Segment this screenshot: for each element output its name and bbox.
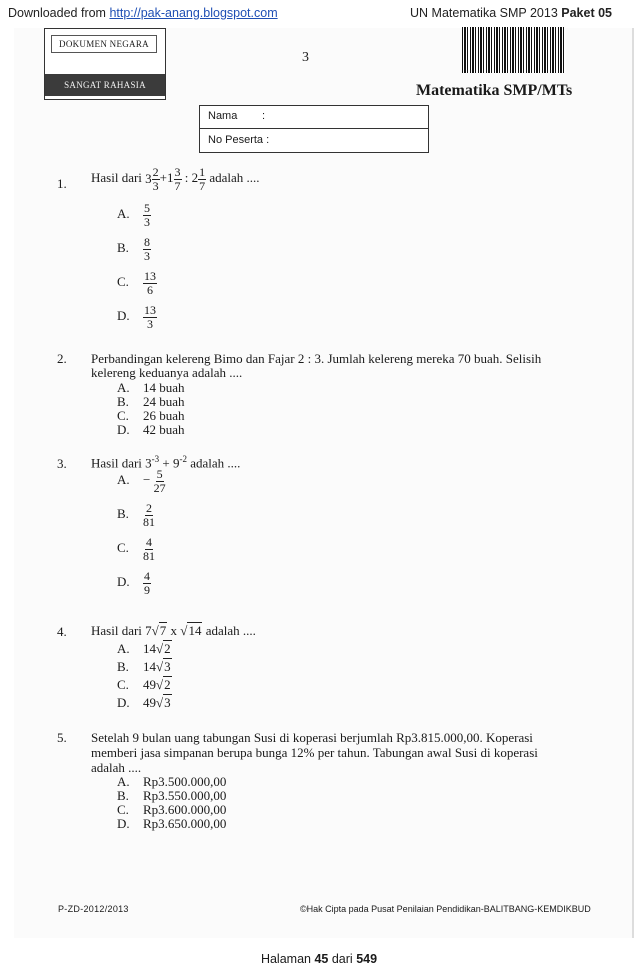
- q1-t3-frac: [198, 166, 206, 192]
- peserta-label: No Peserta :: [208, 134, 270, 146]
- q1-term1: [145, 166, 160, 192]
- option-den: 3: [147, 316, 153, 331]
- option-letter: A.: [117, 641, 130, 656]
- q1-t1-frac: [152, 166, 160, 192]
- exam-title: [410, 6, 612, 20]
- student-id-box: [199, 105, 429, 153]
- option-letter: D.: [117, 816, 130, 831]
- q3-option-a: [117, 468, 166, 494]
- q3-option-b: [117, 502, 155, 528]
- q4-radical-1: √7: [151, 623, 167, 638]
- option-letter: D.: [117, 308, 130, 324]
- option-frac: [143, 570, 151, 596]
- q3-stem: [91, 454, 240, 471]
- q4-option-a: [117, 641, 172, 657]
- option-letter: B.: [117, 240, 129, 256]
- q5-line3: adalah ....: [91, 760, 142, 775]
- option-text: 42 buah: [143, 422, 185, 437]
- option-text: 26 buah: [143, 408, 185, 423]
- option-frac: [143, 202, 151, 228]
- option-coef: 14: [143, 659, 156, 674]
- option-num: 13: [144, 269, 156, 283]
- download-header: [0, 0, 638, 26]
- paket-label: Paket 05: [561, 6, 612, 20]
- q4-radicand-1: 7: [159, 623, 167, 638]
- q4-number: 4.: [57, 624, 67, 639]
- q1-number: 1.: [57, 176, 67, 191]
- option-num: 8: [144, 235, 150, 249]
- option-letter: B.: [117, 788, 129, 803]
- q2-line2: kelereng keduanya adalah ....: [91, 365, 243, 380]
- doc-page-number: 3: [302, 50, 309, 65]
- q4-radical-2: √14: [180, 623, 202, 638]
- option-text: Rp3.550.000,00: [143, 788, 227, 803]
- q1-t2-den: 7: [174, 178, 181, 193]
- halaman-label: Halaman: [260, 952, 311, 966]
- q3-pre: Hasil dari 3: [91, 455, 152, 471]
- subject-title: Matematika SMP/MTs: [416, 82, 573, 99]
- option-radical: √3: [156, 659, 171, 674]
- option-frac: [154, 468, 166, 494]
- classification-stamp: [44, 28, 166, 100]
- q1-stem: [91, 166, 260, 192]
- option-letter: A.: [117, 206, 130, 222]
- download-source: [8, 6, 278, 20]
- page-counter: [0, 952, 638, 966]
- q5-option-d: [117, 816, 226, 832]
- q4-option-c: [117, 677, 172, 693]
- option-radicand: 2: [164, 641, 171, 656]
- q3-number: 3.: [57, 456, 67, 471]
- option-letter: D.: [117, 574, 130, 590]
- q3-exp1: -3: [151, 454, 160, 464]
- q1-t2-num: 3: [174, 165, 181, 179]
- option-num: 13: [144, 303, 156, 317]
- option-den: 9: [144, 582, 150, 597]
- q2-line1: Perbandingan kelereng Bimo dan Fajar 2 : 3. Jumlah kelereng mereka 70 buah. Selisih: [91, 351, 542, 366]
- option-coef: 49: [143, 695, 156, 710]
- q1-option-b: [117, 236, 151, 262]
- option-letter: D.: [117, 422, 130, 437]
- current-page: 45: [314, 952, 329, 966]
- option-den: 81: [143, 514, 155, 529]
- option-frac: [143, 502, 155, 528]
- option-text: 24 buah: [143, 394, 185, 409]
- option-letter: B.: [117, 394, 129, 409]
- option-num: 4: [144, 569, 150, 583]
- option-letter: C.: [117, 408, 129, 423]
- option-coef: 49: [143, 677, 156, 692]
- option-letter: C.: [117, 802, 129, 817]
- q1-post: adalah ....: [209, 170, 260, 186]
- option-letter: A.: [117, 380, 130, 395]
- q2-option-d: [117, 422, 185, 438]
- exam-title-text: UN Matematika SMP 2013: [410, 6, 558, 20]
- option-frac: [143, 236, 151, 262]
- copyright-note: ©Hak Cipta pada Pusat Penilaian Pendidikan-BALITBANG-KEMDIKBUD: [300, 904, 591, 914]
- total-pages: 549: [356, 952, 378, 966]
- option-den: 6: [147, 282, 153, 297]
- barcode-image: [462, 27, 566, 73]
- doc-code: P-ZD-2012/2013: [58, 904, 129, 914]
- q1-option-a: [117, 202, 151, 228]
- q1-t3-den: 7: [199, 178, 206, 193]
- q3-mid: + 9: [159, 455, 180, 471]
- q4-pre: Hasil dari 7: [91, 623, 152, 638]
- q3-option-c: [117, 536, 155, 562]
- option-radicand: 3: [164, 695, 171, 710]
- q1-op2: : 2: [184, 170, 199, 186]
- option-text: Rp3.600.000,00: [143, 802, 227, 817]
- q4-option-d: [117, 695, 172, 711]
- nama-label: Nama: [208, 110, 238, 122]
- stamp-top: DOKUMEN NEGARA: [51, 35, 157, 53]
- source-link[interactable]: http://pak-anang.blogspot.com: [109, 6, 278, 20]
- scanned-page: [14, 28, 634, 938]
- q1-t1-whole: 3: [145, 171, 152, 187]
- option-num: 5: [144, 201, 150, 215]
- option-num: 2: [146, 501, 152, 515]
- option-sign: −: [143, 472, 151, 488]
- option-text: Rp3.650.000,00: [143, 816, 227, 831]
- q4-option-b: [117, 659, 172, 675]
- option-letter: C.: [117, 540, 129, 556]
- option-radical: √2: [156, 641, 171, 656]
- nama-colon: :: [262, 110, 266, 122]
- option-radicand: 2: [164, 677, 171, 692]
- q1-option-c: [117, 270, 157, 296]
- q5-number: 5.: [57, 730, 67, 745]
- option-letter: B.: [117, 659, 129, 674]
- nama-row: [200, 106, 428, 129]
- q3-option-d: [117, 570, 151, 596]
- option-letter: C.: [117, 677, 129, 692]
- q1-t1-den: 3: [152, 178, 159, 193]
- option-radicand: 3: [164, 659, 171, 674]
- stamp-bottom: SANGAT RAHASIA: [45, 74, 165, 96]
- option-letter: A.: [117, 774, 130, 789]
- option-num: 5: [156, 467, 163, 481]
- dari-label: dari: [331, 952, 353, 966]
- option-radical: √3: [156, 695, 171, 710]
- q4-stem: [91, 623, 256, 639]
- option-text: 14 buah: [143, 380, 185, 395]
- q5-line1: Setelah 9 bulan uang tabungan Susi di koperasi berjumlah Rp3.815.000,00. Koperasi: [91, 730, 533, 745]
- option-letter: A.: [117, 472, 130, 488]
- downloaded-prefix: Downloaded from: [8, 6, 106, 20]
- q5-line2: memberi jasa simpanan berupa bunga 12% per tahun. Tabungan awal Susi di koperasi: [91, 745, 538, 760]
- q1-pre: Hasil dari: [91, 170, 142, 186]
- option-letter: B.: [117, 506, 129, 522]
- option-letter: D.: [117, 695, 130, 710]
- option-den: 81: [143, 548, 155, 563]
- option-frac: [143, 270, 157, 296]
- q1-option-d: [117, 304, 157, 330]
- q3-post: adalah ....: [187, 455, 241, 471]
- option-radical: √2: [156, 677, 171, 692]
- option-coef: 14: [143, 641, 156, 656]
- q1-op1: +1: [159, 170, 174, 186]
- q1-t2-frac: [174, 166, 182, 192]
- q1-t1-num: 2: [152, 165, 159, 179]
- option-den: 3: [144, 248, 150, 263]
- q4-radicand-2: 14: [188, 623, 202, 638]
- q3-exp2: -2: [179, 454, 187, 464]
- option-frac: [143, 304, 157, 330]
- q1-t3-num: 1: [199, 165, 206, 179]
- q4-post: adalah ....: [202, 623, 256, 638]
- q4-times: x: [167, 623, 181, 638]
- option-frac: [143, 536, 155, 562]
- option-letter: C.: [117, 274, 129, 290]
- q2-number: 2.: [57, 351, 67, 366]
- option-den: 27: [153, 480, 166, 495]
- option-text: Rp3.500.000,00: [143, 774, 227, 789]
- option-den: 3: [144, 214, 150, 229]
- option-num: 4: [146, 535, 152, 549]
